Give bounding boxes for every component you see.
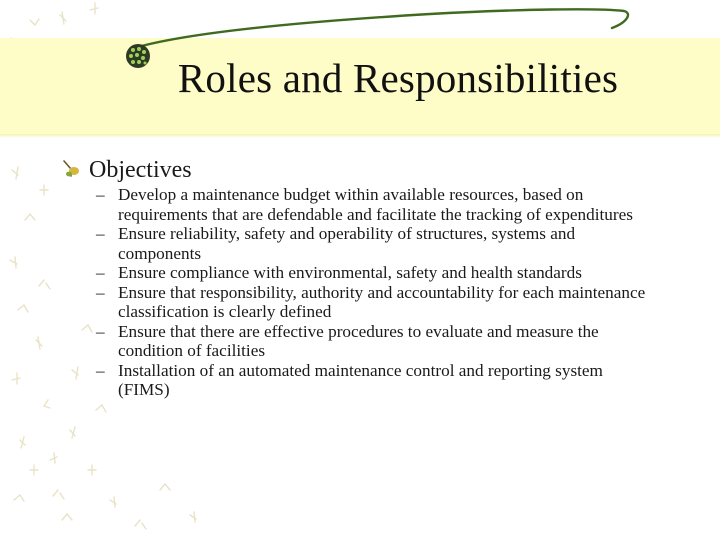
list-item-text: Ensure reliability, safety and operability of structures, systems and components [118, 224, 576, 263]
dash-marker: – [96, 282, 105, 302]
dash-marker: – [96, 360, 105, 380]
list-item-text: Ensure that responsibility, authority and accountability for each maintenance classification is clearly defined [118, 282, 646, 321]
bullet-objectives: Objectives [89, 157, 192, 183]
list-item [96, 185, 656, 224]
dash-marker: – [96, 224, 105, 243]
list-item-text: Ensure compliance with environmental, safety and health standards [118, 263, 582, 282]
top-accent-line [0, 0, 720, 60]
list-item [96, 224, 656, 263]
list-item [96, 283, 656, 322]
dash-marker: – [96, 263, 105, 282]
objectives-list [96, 185, 656, 400]
dash-marker: – [96, 321, 105, 341]
list-item [96, 263, 656, 283]
list-item-text: Ensure that there are effective procedures to evaluate and measure the condition of facilities [118, 321, 599, 360]
list-item [96, 361, 656, 400]
dash-marker: – [96, 185, 105, 204]
list-item-text: Installation of an automated maintenance control and reporting system (FIMS) [118, 360, 603, 399]
sprout-bullet-icon [60, 157, 82, 179]
slide-title: Roles and Responsibilities [177, 55, 619, 101]
list-item-text: Develop a maintenance budget within available resources, based on requirements that are defendable and facilitate the tracking of expenditures [118, 185, 633, 224]
title-band-shadow [0, 134, 720, 138]
list-item [96, 322, 656, 361]
